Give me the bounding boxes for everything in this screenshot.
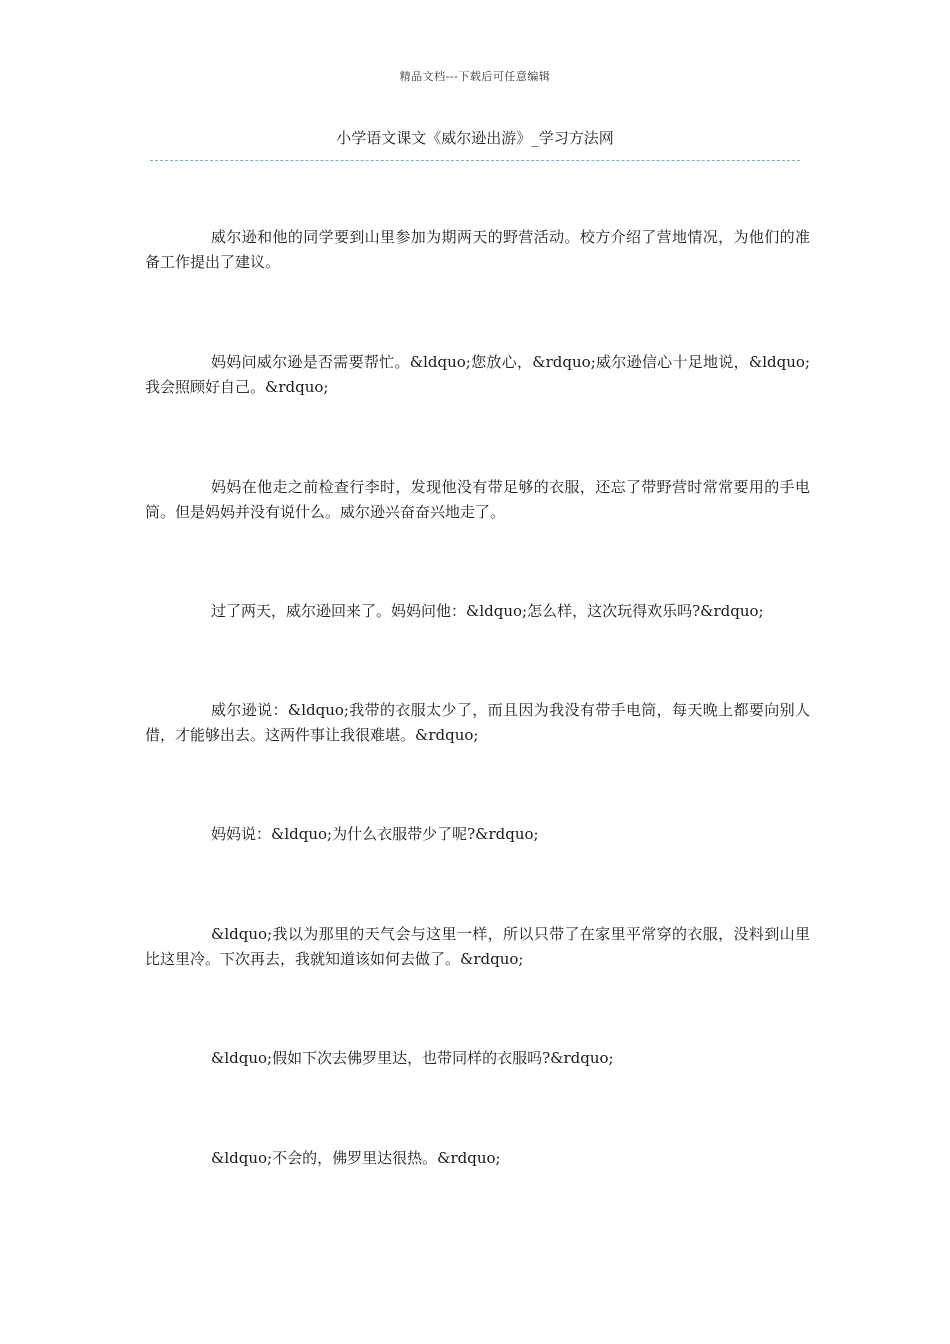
paragraph-5: 威尔逊说：&ldquo;我带的衣服太少了，而且因为我没有带手电筒，每天晚上都要向别人借，才能够出去。这两件事让我很难堪。&rdquo; (145, 701, 810, 744)
paragraph-9: &ldquo;不会的，佛罗里达很热。&rdquo; (211, 1149, 501, 1167)
paragraph-3: 妈妈在他走之前检查行李时，发现他没有带足够的衣服，还忘了带野营时常常要用的手电筒。但是妈妈并没有说什么。威尔逊兴奋奋兴地走了。 (145, 478, 810, 521)
paragraph-4: 过了两天，威尔逊回来了。妈妈问他：&ldquo;怎么样，这次玩得欢乐吗?&rdquo; (211, 602, 764, 620)
paragraph-1: 威尔逊和他的同学要到山里参加为期两天的野营活动。校方介绍了营地情况，为他们的准备工作提出了建议。 (145, 228, 810, 271)
document-title: 小学语文课文《威尔逊出游》_学习方法网 (336, 129, 614, 147)
paragraph-8: &ldquo;假如下次去佛罗里达，也带同样的衣服吗?&rdquo; (211, 1049, 614, 1067)
paragraph-2: 妈妈问威尔逊是否需要帮忙。&ldquo;您放心，&rdquo;威尔逊信心十足地说，&ldquo;我会照顾好自己。&rdquo; (145, 353, 810, 396)
page-header-note: 精品文档---下载后可任意编辑 (399, 70, 551, 83)
title-divider (150, 160, 800, 161)
paragraph-6: 妈妈说：&ldquo;为什么衣服带少了呢?&rdquo; (211, 825, 539, 843)
paragraph-7: &ldquo;我以为那里的天气会与这里一样，所以只带了在家里平常穿的衣服，没料到山里比这里冷。下次再去，我就知道该如何去做了。&rdquo; (145, 925, 810, 968)
